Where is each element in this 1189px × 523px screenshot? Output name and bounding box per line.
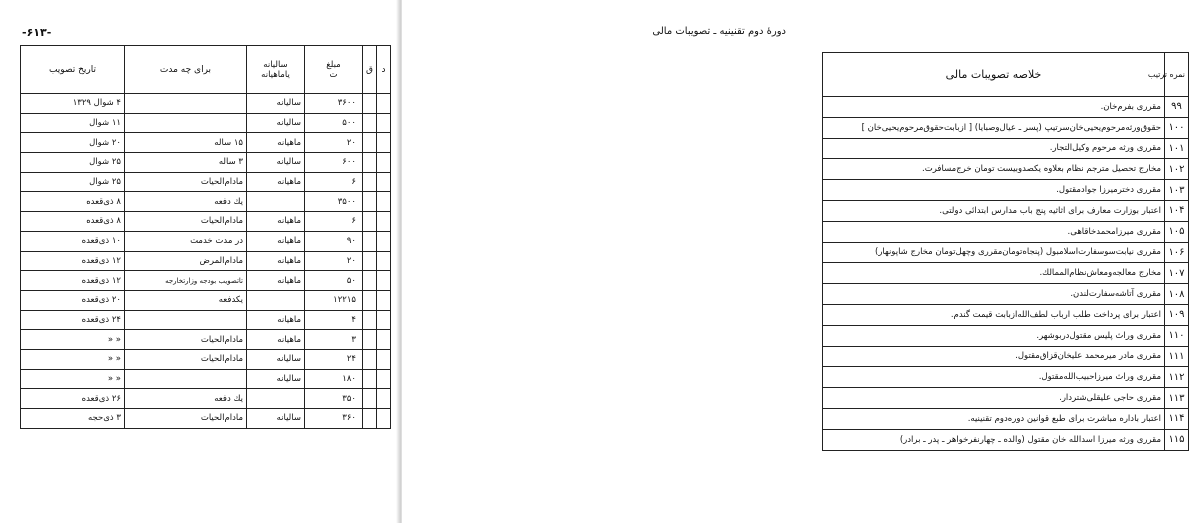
table-row: [823, 429, 1189, 450]
summary-header: خلاصه تصویبات مالی: [823, 53, 1165, 97]
row-description: اعتبار باداره مباشرت برای طبع قوانین دوره‌دوم تقنینیه.: [823, 408, 1165, 429]
duration-cell: مادام‌المرض: [125, 251, 247, 271]
qiran-cell: [363, 113, 377, 133]
table-row: [823, 408, 1189, 429]
row-number: ۱۰۹: [1165, 304, 1189, 325]
row-number: ۱۰۳: [1165, 180, 1189, 201]
table-row: [21, 409, 391, 429]
period-type-line2: یاماهیانه: [261, 69, 290, 80]
row-description: مقرری مادر میرمحمد علیخان‌قزاق‌مقتول.: [823, 346, 1165, 367]
table-row: [21, 251, 391, 271]
row-description: اعتبار بوزارت معارف برای اثاثیه پنج باب مدارس ابتدائی دولتی.: [823, 200, 1165, 221]
dinar-cell: [377, 113, 391, 133]
dinar-cell: [377, 133, 391, 153]
table-row: [823, 200, 1189, 221]
period-type-header: [247, 46, 305, 94]
duration-cell: [125, 369, 247, 389]
dinar-cell: [377, 310, 391, 330]
duration-cell: یك دفعه: [125, 192, 247, 212]
dinar-cell: [377, 369, 391, 389]
row-number: ۱۰۸: [1165, 284, 1189, 305]
table-header-row: [21, 46, 391, 94]
row-number: ۱۱۱: [1165, 346, 1189, 367]
row-number: ۱۰۲: [1165, 159, 1189, 180]
qiran-cell: [363, 369, 377, 389]
period-cell: [247, 192, 305, 212]
row-description: مقرری آتاشه‌سفارت‌لندن.: [823, 284, 1165, 305]
amount-cell: ۶: [305, 212, 363, 232]
period-cell: سالیانه: [247, 153, 305, 173]
date-cell: ۱۰ ذی‌قعده: [21, 231, 125, 251]
date-cell: ۴ شوال ۱۳۲۹: [21, 94, 125, 114]
qiran-cell: [363, 251, 377, 271]
dinar-cell: [377, 271, 391, 291]
period-cell: سالیانه: [247, 113, 305, 133]
amount-cell: ۳۶۰۰: [305, 94, 363, 114]
running-header: دورهٔ دوم تقنینیه ـ تصویبات مالی: [652, 26, 786, 37]
amount-cell: ۵۰۰: [305, 113, 363, 133]
table-row: [21, 231, 391, 251]
duration-cell: مادام‌الحیات: [125, 409, 247, 429]
table-row: [823, 180, 1189, 201]
qiran-cell: [363, 192, 377, 212]
date-cell: ۱۲ ذی‌قعده: [21, 251, 125, 271]
qiran-header: ق: [363, 46, 377, 94]
table-row: [823, 388, 1189, 409]
table-row: [823, 367, 1189, 388]
dinar-cell: [377, 231, 391, 251]
period-cell: سالیانه: [247, 349, 305, 369]
period-cell: سالیانه: [247, 369, 305, 389]
date-cell: ۲۵ شوال: [21, 153, 125, 173]
amount-cell: ۶۰۰: [305, 153, 363, 173]
row-number: ۱۰۰: [1165, 117, 1189, 138]
row-number: ۱۰۷: [1165, 263, 1189, 284]
duration-cell: [125, 113, 247, 133]
dinar-cell: [377, 349, 391, 369]
duration-cell: مادام‌الحیات: [125, 212, 247, 232]
table-row: [823, 221, 1189, 242]
dinar-header: د: [377, 46, 391, 94]
table-row: [823, 97, 1189, 118]
date-cell: « «: [21, 349, 125, 369]
duration-cell: [125, 310, 247, 330]
right-page: [402, 0, 1185, 523]
appropriations-amount-table: [20, 45, 391, 429]
row-number: ۱۰۴: [1165, 200, 1189, 221]
duration-cell: ۱۵ ساله: [125, 133, 247, 153]
qiran-cell: [363, 389, 377, 409]
period-cell: ماهیانه: [247, 330, 305, 350]
dinar-cell: [377, 192, 391, 212]
table-row: [823, 284, 1189, 305]
dinar-cell: [377, 389, 391, 409]
date-cell: ۲۰ شوال: [21, 133, 125, 153]
period-cell: ماهیانه: [247, 310, 305, 330]
row-description: مخارج تحصیل مترجم نظام بعلاوه یکصدوبیست تومان خرج‌مسافرت.: [823, 159, 1165, 180]
date-cell: ۸ ذی‌قعده: [21, 212, 125, 232]
duration-cell: یکدفعه: [125, 290, 247, 310]
duration-cell: مادام‌الحیات: [125, 330, 247, 350]
amount-cell: ۱۲۲۱۵: [305, 290, 363, 310]
amount-label: مبلغ: [326, 59, 341, 70]
table-row: [21, 172, 391, 192]
table-row: [21, 113, 391, 133]
duration-cell: مادام‌الحیات: [125, 349, 247, 369]
dinar-cell: [377, 251, 391, 271]
row-description: مخارج معالجه‌ومعاش‌نظام‌الممالك.: [823, 263, 1165, 284]
amount-header: [305, 46, 363, 94]
page-number: -۶۱۳-: [22, 26, 52, 39]
date-cell: ۳ ذی‌حجه: [21, 409, 125, 429]
amount-cell: ۳۶۰: [305, 409, 363, 429]
qiran-cell: [363, 94, 377, 114]
duration-cell: تاتصویب بودجه وزارتخارجه: [125, 271, 247, 291]
row-number: ۱۱۴: [1165, 408, 1189, 429]
dinar-cell: [377, 330, 391, 350]
qiran-cell: [363, 153, 377, 173]
table-header-row: [823, 53, 1189, 97]
row-number: ۱۰۶: [1165, 242, 1189, 263]
table-row: [21, 94, 391, 114]
qiran-cell: [363, 212, 377, 232]
table-row: [823, 117, 1189, 138]
amount-cell: ۹۰: [305, 231, 363, 251]
table-row: [823, 325, 1189, 346]
row-description: حقوق‌ورثه‌مرحوم‌یحیی‌خان‌سرتیپ (پسر ـ عیال‌وصبایا) [ ازبابت‌حقوق‌مرحوم‌یحیی‌خان ]: [823, 117, 1165, 138]
amount-cell: ۶: [305, 172, 363, 192]
row-number: ۱۱۵: [1165, 429, 1189, 450]
row-number: ۱۱۰: [1165, 325, 1189, 346]
period-cell: ماهیانه: [247, 212, 305, 232]
period-cell: ماهیانه: [247, 251, 305, 271]
table-row: [21, 271, 391, 291]
table-row: [21, 330, 391, 350]
amount-cell: ۱۸۰: [305, 369, 363, 389]
dinar-cell: [377, 153, 391, 173]
period-cell: سالیانه: [247, 94, 305, 114]
table-row: [21, 389, 391, 409]
period-cell: [247, 389, 305, 409]
amount-cell: ۲۰: [305, 133, 363, 153]
amount-cell: ۲۴: [305, 349, 363, 369]
table-row: [21, 310, 391, 330]
row-description: اعتبار برای پرداخت طلب ارباب لطف‌الله‌ازبابت قیمت گندم.: [823, 304, 1165, 325]
row-description: مقرری ورثه مرحوم وکیل‌التجار.: [823, 138, 1165, 159]
table-row: [823, 242, 1189, 263]
amount-cell: ۲۰: [305, 251, 363, 271]
dinar-cell: [377, 212, 391, 232]
row-description: مقرری بفرم‌خان.: [823, 97, 1165, 118]
period-cell: سالیانه: [247, 409, 305, 429]
table-row: [21, 369, 391, 389]
row-number: ۱۰۵: [1165, 221, 1189, 242]
amount-cell: ۳: [305, 330, 363, 350]
amount-cell: ۳۵۰: [305, 389, 363, 409]
table-row: [21, 192, 391, 212]
row-description: مقرری نیابت‌سوسفارت‌اسلامبول (پنجاه‌تومان‌مقرری وچهل‌تومان مخارج شاپونهار): [823, 242, 1165, 263]
approval-date-header: تاریخ تصویب: [21, 46, 125, 94]
dinar-cell: [377, 409, 391, 429]
date-cell: ۱۱ شوال: [21, 113, 125, 133]
date-cell: ۲۵ شوال: [21, 172, 125, 192]
period-cell: [247, 290, 305, 310]
table-row: [823, 159, 1189, 180]
dinar-cell: [377, 94, 391, 114]
row-description: مقرری دخترمیرزا جوادمقتول.: [823, 180, 1165, 201]
table-row: [21, 212, 391, 232]
table-row: [823, 263, 1189, 284]
qiran-cell: [363, 271, 377, 291]
table-row: [21, 290, 391, 310]
row-description: مقرری میرزامحمدخاقاهی.: [823, 221, 1165, 242]
duration-cell: در مدت خدمت: [125, 231, 247, 251]
duration-cell: [125, 94, 247, 114]
dinar-cell: [377, 172, 391, 192]
table-row: [823, 138, 1189, 159]
qiran-cell: [363, 290, 377, 310]
period-cell: ماهیانه: [247, 271, 305, 291]
qiran-cell: [363, 349, 377, 369]
qiran-cell: [363, 409, 377, 429]
date-cell: ۲۰ ذی‌قعده: [21, 290, 125, 310]
qiran-cell: [363, 133, 377, 153]
row-description: مقرری ورثه میرزا اسدالله خان مقتول (والده ـ چهارنفرخواهر ـ پدر ـ برادر): [823, 429, 1165, 450]
qiran-cell: [363, 310, 377, 330]
table-row: [21, 349, 391, 369]
duration-cell: ۳ ساله: [125, 153, 247, 173]
row-number: ۱۰۱: [1165, 138, 1189, 159]
row-number: ۱۱۳: [1165, 388, 1189, 409]
duration-cell: یك دفعه: [125, 389, 247, 409]
qiran-cell: [363, 231, 377, 251]
table-row: [21, 133, 391, 153]
amount-cell: ۳۵۰۰: [305, 192, 363, 212]
row-number: ۱۱۲: [1165, 367, 1189, 388]
dinar-cell: [377, 290, 391, 310]
qiran-cell: [363, 172, 377, 192]
date-cell: ۱۲ ذی‌قعده: [21, 271, 125, 291]
toman-label: ت: [329, 69, 338, 80]
row-description: مقرری وراث پلیس مقتول‌دربوشهر.: [823, 325, 1165, 346]
date-cell: « «: [21, 330, 125, 350]
date-cell: ۲۶ ذی‌قعده: [21, 389, 125, 409]
row-description: مقرری وراث میرزاحبیب‌الله‌مقتول.: [823, 367, 1165, 388]
period-cell: ماهیانه: [247, 133, 305, 153]
date-cell: « «: [21, 369, 125, 389]
date-cell: ۸ ذی‌قعده: [21, 192, 125, 212]
duration-cell: مادام‌الحیات: [125, 172, 247, 192]
appropriations-summary-table: [822, 52, 1189, 451]
period-type-line1: سالیانه: [263, 59, 288, 70]
row-description: مقرری حاجی علیقلی‌شتردار.: [823, 388, 1165, 409]
qiran-cell: [363, 330, 377, 350]
table-row: [823, 304, 1189, 325]
duration-header: برای چه مدت: [125, 46, 247, 94]
period-cell: ماهیانه: [247, 172, 305, 192]
number-header: نمره ترتیب: [1165, 53, 1189, 97]
row-number: ۹۹: [1165, 97, 1189, 118]
amount-cell: ۴: [305, 310, 363, 330]
amount-cell: ۵۰: [305, 271, 363, 291]
table-row: [823, 346, 1189, 367]
left-page: [0, 0, 398, 523]
table-row: [21, 153, 391, 173]
date-cell: ۲۴ ذی‌قعده: [21, 310, 125, 330]
period-cell: ماهیانه: [247, 231, 305, 251]
